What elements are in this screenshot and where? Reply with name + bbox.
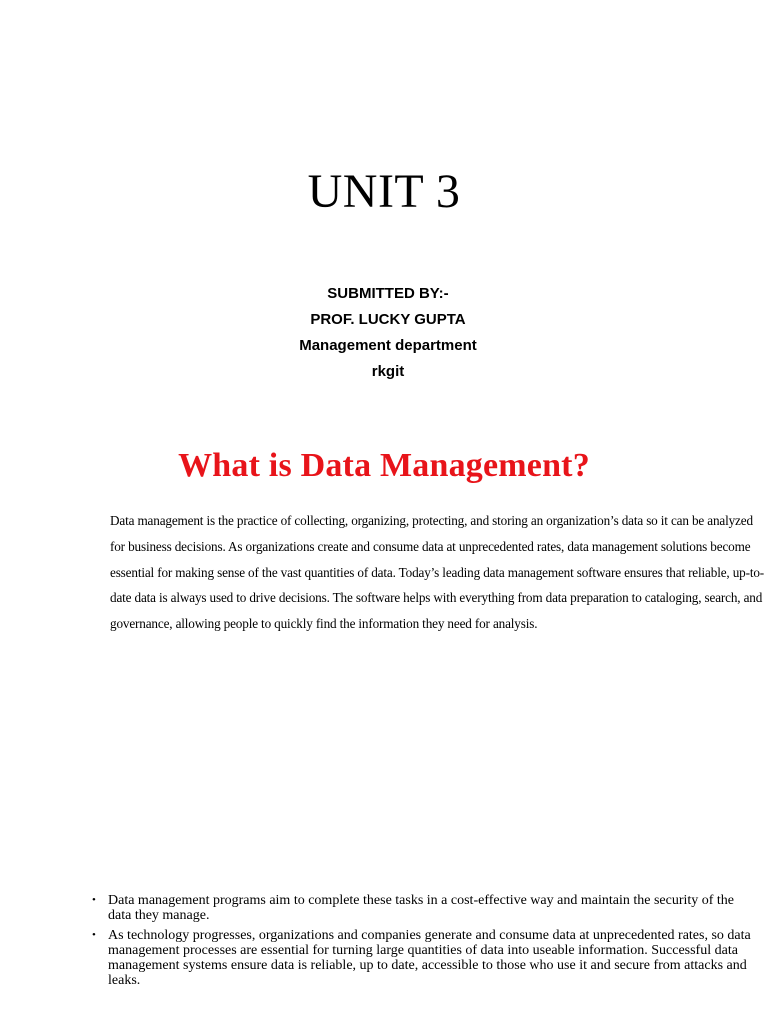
submission-credits	[0, 281, 768, 385]
list-item	[92, 893, 752, 923]
list-item-text: As technology progresses, organizations and companies generate and consume data at unprecedented rates, so data management processes are essential for turning large quantities of data into useable information. Successful data management systems ensure data is reliable, up to date, accessible to those who use it and secure from attacks and leaks.	[108, 928, 751, 988]
page-title: UNIT 3	[307, 165, 461, 218]
section-heading: What is Data Management?	[178, 447, 590, 484]
list-item	[92, 928, 752, 988]
department-name: Management department	[299, 337, 477, 354]
list-item-text: Data management programs aim to complete these tasks in a cost-effective way and maintain the security of the data they manage.	[108, 893, 735, 923]
bullet-dot-icon: •	[92, 894, 96, 906]
author-name: PROF. LUCKY GUPTA	[310, 311, 466, 328]
bullet-list	[92, 893, 752, 993]
intro-paragraph: Data management is the practice of collecting, organizing, protecting, and storing an organization’s data so it can be analyzed for business decisions. As organizations create and consume data at unprecedented rates, data management solutions become essential for making sense of the vast quantities of data. Today’s leading data management software ensures that reliable, up-to-date data is always used to drive decisions. The software helps with everything from data preparation to cataloging, search, and governance, allowing people to quickly find the information they need for analysis.	[110, 513, 765, 632]
bullet-dot-icon: •	[92, 929, 96, 941]
institute-name: rkgit	[371, 363, 405, 380]
submitted-by-label: SUBMITTED BY:-	[327, 285, 449, 302]
